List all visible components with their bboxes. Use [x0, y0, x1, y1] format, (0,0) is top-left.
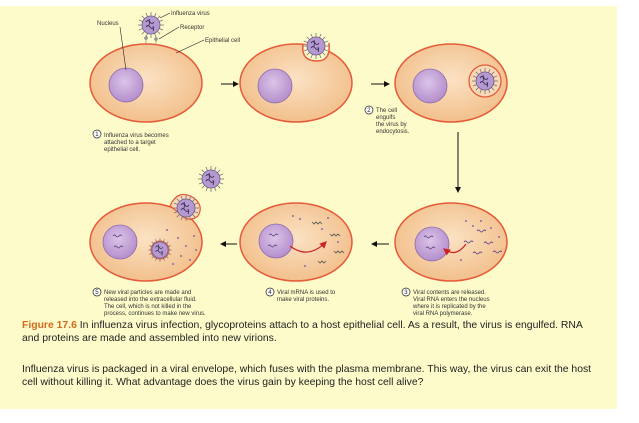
- svg-text:Viral mRNA is used to: Viral mRNA is used to: [277, 290, 336, 296]
- label-epithelial-cell: [176, 38, 240, 53]
- svg-text:epithelial cell.: epithelial cell.: [104, 147, 141, 153]
- svg-text:Viral RNA enters the nucleus: Viral RNA enters the nucleus: [413, 297, 490, 303]
- svg-text:Influenza virus becomes: Influenza virus becomes: [104, 133, 169, 139]
- svg-text:1: 1: [95, 132, 99, 139]
- svg-text:attached to a target: attached to a target: [104, 140, 156, 146]
- svg-text:where it is replicated by the: where it is replicated by the: [413, 304, 486, 310]
- cell-step-4: [240, 203, 352, 281]
- svg-text:make viral proteins.: make viral proteins.: [277, 297, 330, 303]
- step-3-description: [402, 288, 490, 317]
- figure-panel: [0, 6, 617, 409]
- influenza-infection-diagram: [0, 6, 617, 324]
- cell-step-3-release: [395, 203, 507, 281]
- svg-text:Receptor: Receptor: [180, 25, 205, 31]
- svg-text:endocytosis.: endocytosis.: [376, 129, 410, 135]
- svg-text:Epithelial cell: Epithelial cell: [205, 38, 241, 44]
- figure-label: Figure 17.6: [22, 320, 77, 331]
- svg-text:New viral particles are made a: New viral particles are made and: [104, 290, 192, 296]
- svg-text:The cell, which is not killed: The cell, which is not killed in the: [104, 304, 192, 310]
- svg-text:5: 5: [95, 290, 99, 297]
- svg-text:process, continues to make new: process, continues to make new virus.: [104, 311, 206, 317]
- cell-step-2: [240, 33, 352, 122]
- svg-text:Influenza virus: Influenza virus: [171, 11, 210, 17]
- svg-text:Nucleus: Nucleus: [97, 21, 119, 27]
- step-1-description: [93, 130, 169, 153]
- svg-text:The cell: The cell: [376, 108, 398, 114]
- label-receptor: [159, 25, 204, 39]
- svg-text:4: 4: [268, 290, 272, 297]
- label-influenza-virus: [160, 11, 210, 18]
- cell-step-3: [395, 44, 507, 122]
- svg-text:viral RNA polymerase.: viral RNA polymerase.: [413, 311, 473, 317]
- question-text: Influenza virus is packaged in a viral envelope, which fuses with the plasma membrane. This way, the virus can exit the host cell without killing it. What advantage does the virus gain by keeping the host cell alive?: [22, 364, 592, 388]
- step-4-description: [266, 288, 336, 303]
- cell-step-5: [90, 166, 224, 281]
- svg-text:3: 3: [404, 290, 408, 297]
- svg-text:engulfs: engulfs: [376, 115, 396, 121]
- step-5-description: [93, 288, 206, 317]
- svg-text:2: 2: [367, 108, 371, 115]
- figure-caption: [22, 319, 596, 345]
- svg-text:Viral contents are released.: Viral contents are released.: [413, 290, 486, 296]
- caption-text: In influenza virus infection, glycoproteins attach to a host epithelial cell. As a result, the virus is engulfed. RNA and proteins are made and assembled into new virions.: [22, 320, 583, 344]
- svg-text:the virus by: the virus by: [376, 122, 407, 128]
- step-2-description: [365, 106, 410, 135]
- svg-text:released into the extracellula: released into the extracellular fluid.: [104, 297, 197, 303]
